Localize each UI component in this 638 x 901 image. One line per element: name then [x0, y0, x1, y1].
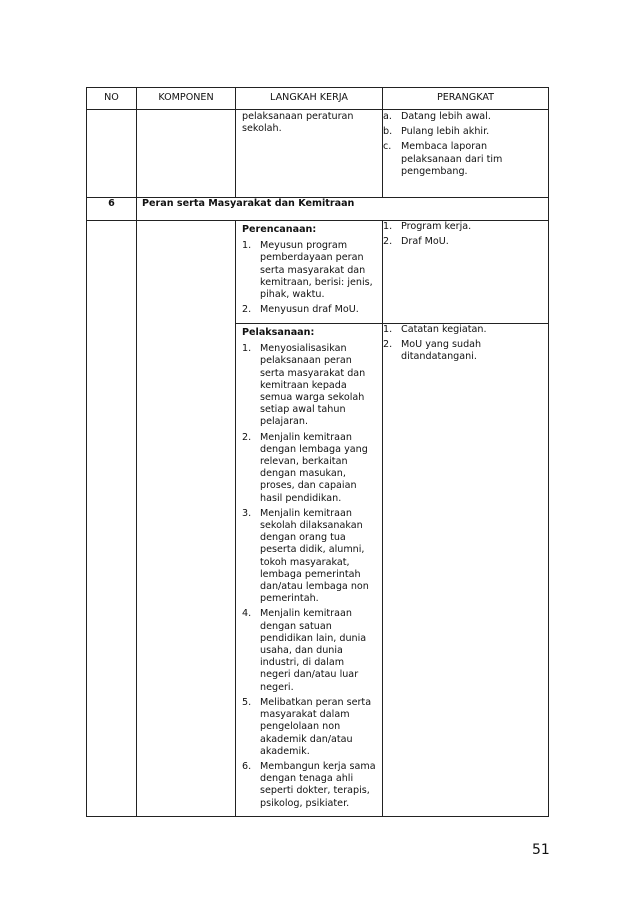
list-item [242, 508, 376, 606]
list-item-text: Menjalin kemitraan sekolah dilaksanakan dengan orang tua peserta didik, alumni, tokoh masyarakat, lembaga pemerintah dan/atau lembaga non pemerintah. [260, 507, 369, 605]
list-item-number: 1. [383, 221, 393, 232]
list-item-text: Pulang lebih akhir. [401, 126, 490, 138]
list-item-number: 1. [242, 343, 252, 355]
cell-perangkat [383, 324, 549, 817]
list-item [242, 432, 376, 505]
perencanaan-perangkat [383, 221, 548, 248]
list-item [383, 236, 548, 248]
list-item-text: Program kerja. [401, 221, 472, 232]
table-header-row [87, 88, 549, 110]
perencanaan-steps [242, 240, 376, 316]
list-item-text: Menjalin kemitraan dengan lembaga yang relevan, berkaitan dengan masukan, proses, dan capaian hasil pendidikan. [260, 431, 368, 504]
list-item-text: MoU yang sudah ditandatangani. [401, 339, 482, 363]
table-row [87, 221, 549, 324]
list-item-number: 1. [383, 324, 393, 335]
list-item-text: Menyosialisasikan pelaksanaan peran serta masyarakat dan kemitraan kepada semua warga sekolah setiap awal tahun pelajaran. [260, 343, 366, 428]
header-langkah-kerja: LANGKAH KERJA [236, 88, 383, 110]
section-row [87, 198, 549, 221]
list-item-number: 4. [242, 608, 252, 620]
cell-empty [87, 221, 137, 817]
cell-perangkat [383, 221, 549, 324]
list-item [242, 761, 376, 810]
list-item-number: b. [383, 126, 393, 138]
work-steps-table [86, 87, 549, 817]
list-item-text: Membaca laporan pelaksanaan dari tim pengembang. [401, 141, 503, 177]
header-no: NO [87, 88, 137, 110]
header-perangkat: PERANGKAT [383, 88, 549, 110]
pelaksanaan-heading: Pelaksanaan: [242, 327, 315, 338]
list-item [242, 240, 376, 301]
cell-langkah [236, 324, 383, 817]
list-item [383, 221, 548, 233]
list-item [242, 343, 376, 428]
section-title: Peran serta Masyarakat dan Kemitraan [137, 198, 549, 221]
cell-langkah [236, 110, 383, 198]
pelaksanaan-steps [242, 343, 376, 810]
list-item-number: 2. [242, 304, 252, 316]
list-item-text: Menjalin kemitraan dengan satuan pendidikan lain, dunia usaha, dan dunia industri, di dalam negeri dan/atau luar negeri. [260, 608, 367, 693]
cell-empty [87, 110, 137, 198]
cell-perangkat [383, 110, 549, 198]
list-item [383, 324, 548, 336]
perencanaan-heading: Perencanaan: [242, 224, 317, 235]
list-item-text: Menyusun draf MoU. [260, 304, 359, 316]
pelaksanaan-perangkat [383, 324, 548, 364]
table-row [87, 110, 549, 198]
cell-langkah [236, 221, 383, 324]
cell-empty [137, 110, 236, 198]
list-item-number: a. [383, 111, 392, 122]
list-item-text: Draf MoU. [401, 236, 449, 248]
list-item-number: 2. [383, 339, 393, 351]
list-item-text: Membangun kerja sama dengan tenaga ahli seperti dokter, terapis, psikolog, psikiater. [260, 760, 376, 809]
list-item-number: 2. [242, 431, 252, 443]
section-number: 6 [87, 198, 137, 221]
list-item-number: c. [383, 141, 392, 153]
list-item [383, 126, 548, 138]
list-item-number: 1. [242, 240, 252, 252]
list-item [242, 697, 376, 758]
list-item-text: Catatan kegiatan. [401, 324, 487, 335]
list-item-number: 5. [242, 696, 252, 708]
list-item [383, 111, 548, 123]
list-item [242, 304, 376, 316]
list-item-number: 3. [242, 507, 252, 519]
list-item-text: Meyusun program pemberdayaan peran serta masyarakat dan kemitraan, berisi: jenis, pihak, waktu. [260, 240, 373, 301]
list-item [383, 339, 548, 363]
list-item-text: Melibatkan peran serta masyarakat dalam pengelolaan non akademik dan/atau akademik. [260, 696, 372, 757]
continued-step-text: pelaksanaan peraturan sekolah. [242, 111, 354, 135]
list-item-number: 2. [383, 236, 393, 248]
list-item [383, 141, 548, 178]
list-item-text: Datang lebih awal. [401, 111, 491, 122]
header-komponen: KOMPONEN [137, 88, 236, 110]
cell-empty [137, 221, 236, 817]
list-item-number: 6. [242, 760, 252, 772]
continued-perangkat-list [383, 110, 548, 178]
page-number: 51 [532, 842, 550, 858]
list-item [242, 608, 376, 693]
